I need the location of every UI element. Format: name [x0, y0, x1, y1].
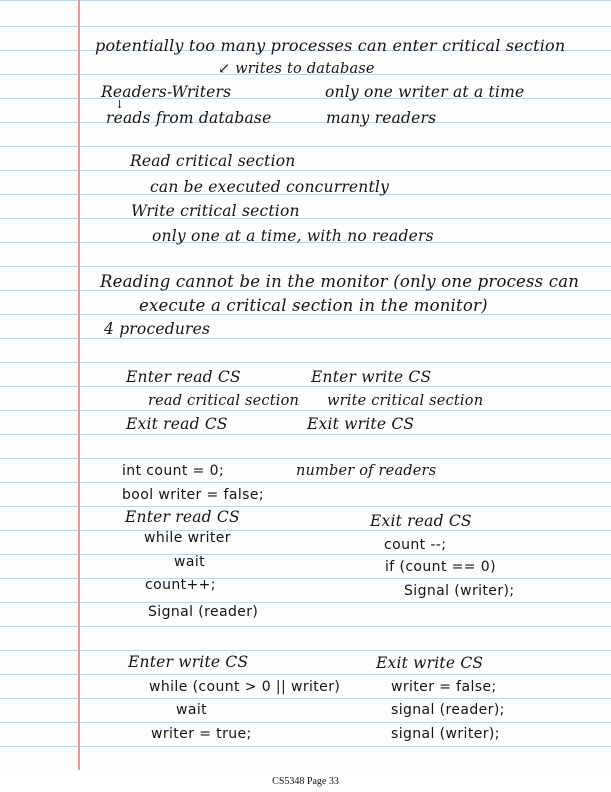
enter-read-line-4: Signal (reader) [148, 604, 259, 620]
heading-readers-writers: Readers-Writers [101, 83, 232, 101]
exit-write-line-3: signal (writer); [391, 726, 500, 742]
enter-write-line-3: writer = true; [151, 726, 252, 742]
enter-write-title: Enter write CS [128, 653, 249, 671]
exit-read-line-1: count --; [384, 537, 447, 553]
code-count-note: number of readers [296, 463, 437, 479]
enter-read-line-3: count++; [145, 577, 216, 593]
note-4-procedures: 4 procedures [104, 320, 211, 338]
exit-write-line-1: writer = false; [391, 679, 497, 695]
enter-write-line-1: while (count > 0 || writer) [149, 679, 341, 695]
exit-write-line-2: signal (reader); [391, 702, 505, 718]
margin-line [78, 0, 80, 770]
note-one-writer: only one writer at a time [325, 83, 525, 101]
exit-read-title: Exit read CS [370, 512, 472, 530]
enter-read-title: Enter read CS [125, 508, 240, 526]
proc-enter-write: Enter write CS [311, 368, 432, 386]
note-line-2: ↙ writes to database [218, 61, 375, 77]
code-int-count: int count = 0; [122, 463, 225, 479]
note-one-at-a-time: only one at a time, with no readers [152, 227, 434, 245]
code-bool-writer: bool writer = false; [122, 487, 264, 503]
note-monitor-2: execute a critical section in the monitor) [139, 296, 488, 315]
page-footer: CS5348 Page 33 [272, 776, 339, 787]
proc-exit-write: Exit write CS [307, 415, 415, 433]
proc-exit-read: Exit read CS [126, 415, 228, 433]
enter-write-line-2: wait [176, 702, 208, 718]
exit-read-line-2: if (count == 0) [385, 559, 496, 575]
note-many-readers: many readers [326, 109, 437, 127]
proc-read-cs: read critical section [148, 393, 300, 409]
note-read-cs: Read critical section [130, 152, 296, 170]
note-monitor-1: Reading cannot be in the monitor (only one process can [100, 272, 580, 291]
proc-write-cs: write critical section [327, 393, 484, 409]
note-line-1: potentially too many processes can enter critical section [95, 36, 566, 55]
exit-read-line-3: Signal (writer); [404, 583, 515, 599]
note-reads-db: reads from database [106, 109, 272, 127]
exit-write-title: Exit write CS [376, 654, 484, 672]
enter-read-line-2: wait [174, 554, 206, 570]
note-concurrent: can be executed concurrently [150, 178, 390, 196]
proc-enter-read: Enter read CS [126, 368, 241, 386]
enter-read-line-1: while writer [144, 530, 231, 546]
arrow-down: ↓ [115, 98, 125, 111]
note-write-cs: Write critical section [131, 202, 300, 220]
